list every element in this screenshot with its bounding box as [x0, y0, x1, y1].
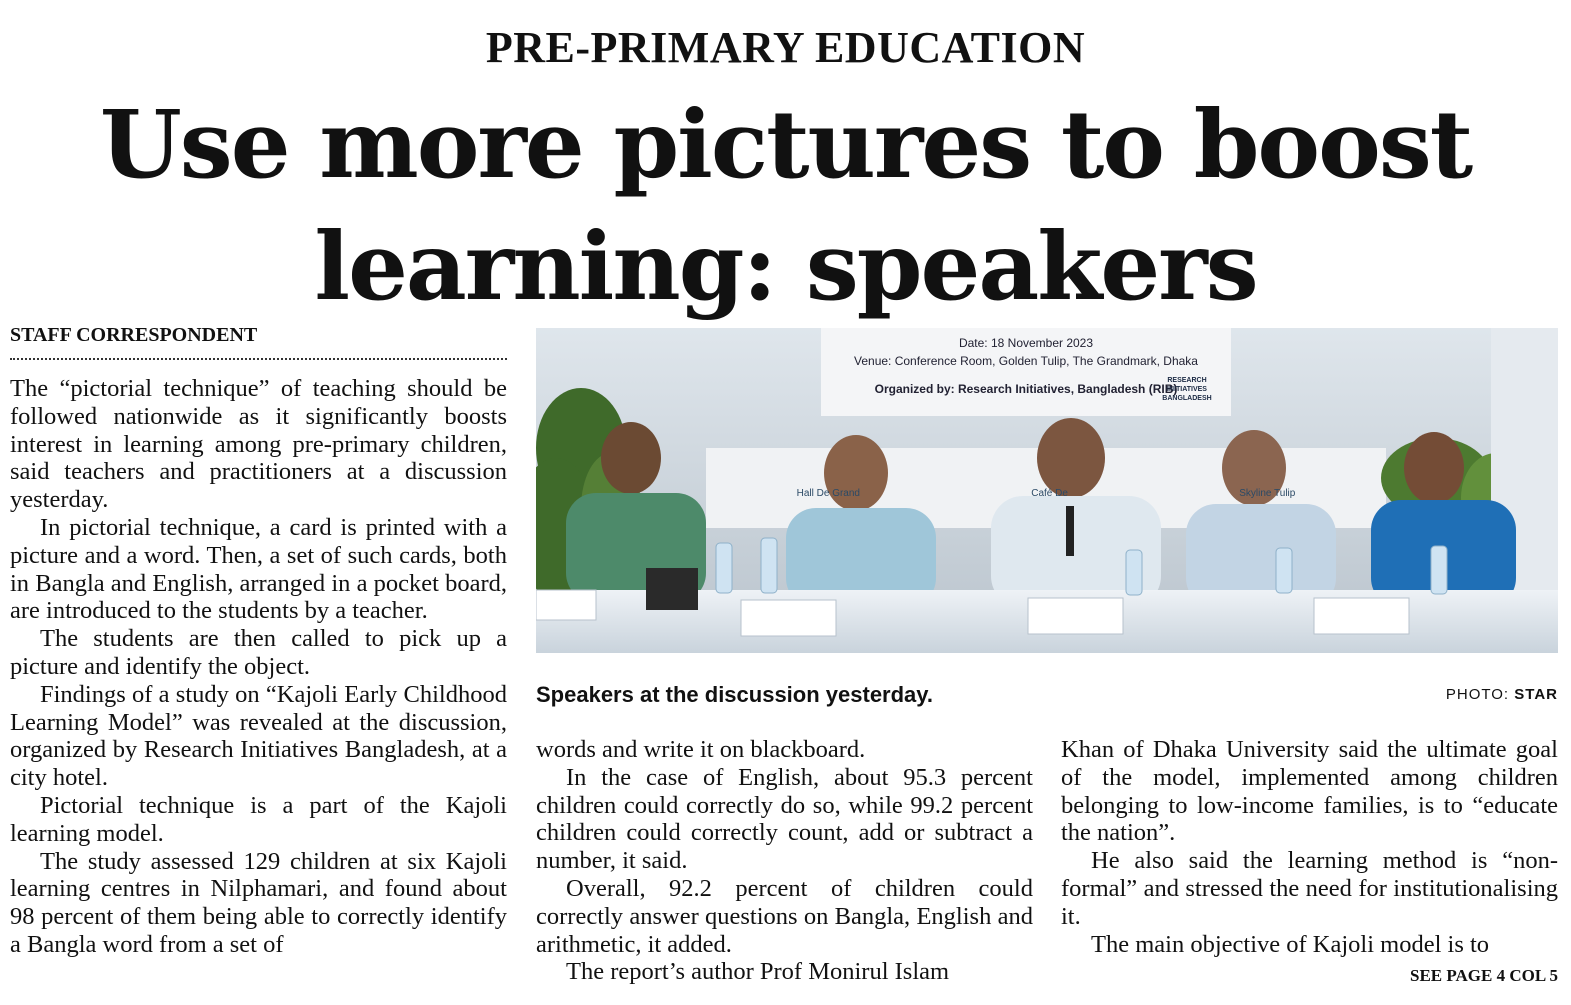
- paragraph: Khan of Dhaka University said the ultimate goal of the model, implemented among children belonging to low-income families, is to “educate the nation”.: [1061, 736, 1558, 847]
- sponsor-logo: Hall De Grand: [796, 488, 860, 499]
- paragraph: Overall, 92.2 percent of children could correctly answer questions on Bangla, English and arithmetic, it added.: [536, 874, 1033, 958]
- paragraph: The study assessed 129 children at six Kajoli learning centres in Nilphamari, and found about 98 percent of them being able to correctly identify a Bangla word from a set of: [10, 847, 507, 958]
- paragraph: The students are then called to pick up a picture and identify the object.: [10, 625, 507, 680]
- rib-logo: RESEARCH INITIATIVES BANGLADESH: [1162, 377, 1212, 402]
- photo-credit-name: STAR: [1514, 686, 1558, 703]
- paragraph: The main objective of Kajoli model is to: [1091, 930, 1490, 958]
- paragraph: words and write it on blackboard.: [536, 736, 866, 763]
- photo-credit-label: PHOTO:: [1445, 686, 1510, 703]
- byline-divider: [10, 358, 507, 360]
- article-column-1: [10, 375, 507, 1005]
- section-kicker: PRE-PRIMARY EDUCATION: [485, 23, 1086, 72]
- paragraph: He also said the learning method is “non-formal” and stressed the need for institutionalising it.: [1061, 847, 1558, 930]
- headline: [0, 84, 1571, 328]
- sponsor-logo: Skyline Tulip: [1239, 488, 1296, 499]
- article-column-3: [1061, 736, 1558, 1005]
- sponsor-logos: [711, 488, 1381, 499]
- sponsor-logo: Café De: [1031, 488, 1068, 499]
- paragraph: In pictorial technique, a card is printed with a picture and a word. Then, a set of such cards, both in Bangla and English, arranged in a pocket board, are introduced to the students by a teacher.: [10, 513, 507, 625]
- news-photo: [536, 328, 1558, 653]
- byline: STAFF CORRESPONDENT: [10, 324, 258, 346]
- continued-jump-line: SEE PAGE 4 COL 5: [1410, 966, 1558, 985]
- article-column-2: [536, 736, 1033, 1005]
- paragraph: In the case of English, about 95.3 percent children could correctly do so, while 99.2 percent children could correctly count, add or subtract a number, it said.: [536, 763, 1033, 875]
- paragraph: The report’s author Prof Monirul Islam: [566, 958, 950, 986]
- headline-line-2: learning: speakers: [314, 212, 1257, 322]
- banner-venue: Venue: Conference Room, Golden Tulip, The Grandmark, Dhaka: [854, 354, 1198, 368]
- paragraph: The “pictorial technique” of teaching should be followed nationwide as it significantly boosts interest in learning among pre-primary children, said teachers and practitioners at a discussion yesterday.: [10, 375, 507, 514]
- paragraph: Pictorial technique is a part of the Kajoli learning model.: [10, 791, 507, 847]
- photo-caption: Speakers at the discussion yesterday.: [536, 682, 933, 707]
- headline-line-1: Use more pictures to boost: [99, 90, 1472, 200]
- photo-credit: [1446, 686, 1558, 703]
- banner-organizer: Organized by: Research Initiatives, Bangladesh (RIB): [874, 382, 1178, 396]
- paragraph: Findings of a study on “Kajoli Early Childhood Learning Model” was revealed at the discussion, organized by Research Initiatives Bangladesh, at a city hotel.: [10, 680, 507, 792]
- banner-date: Date: 18 November 2023: [958, 336, 1094, 350]
